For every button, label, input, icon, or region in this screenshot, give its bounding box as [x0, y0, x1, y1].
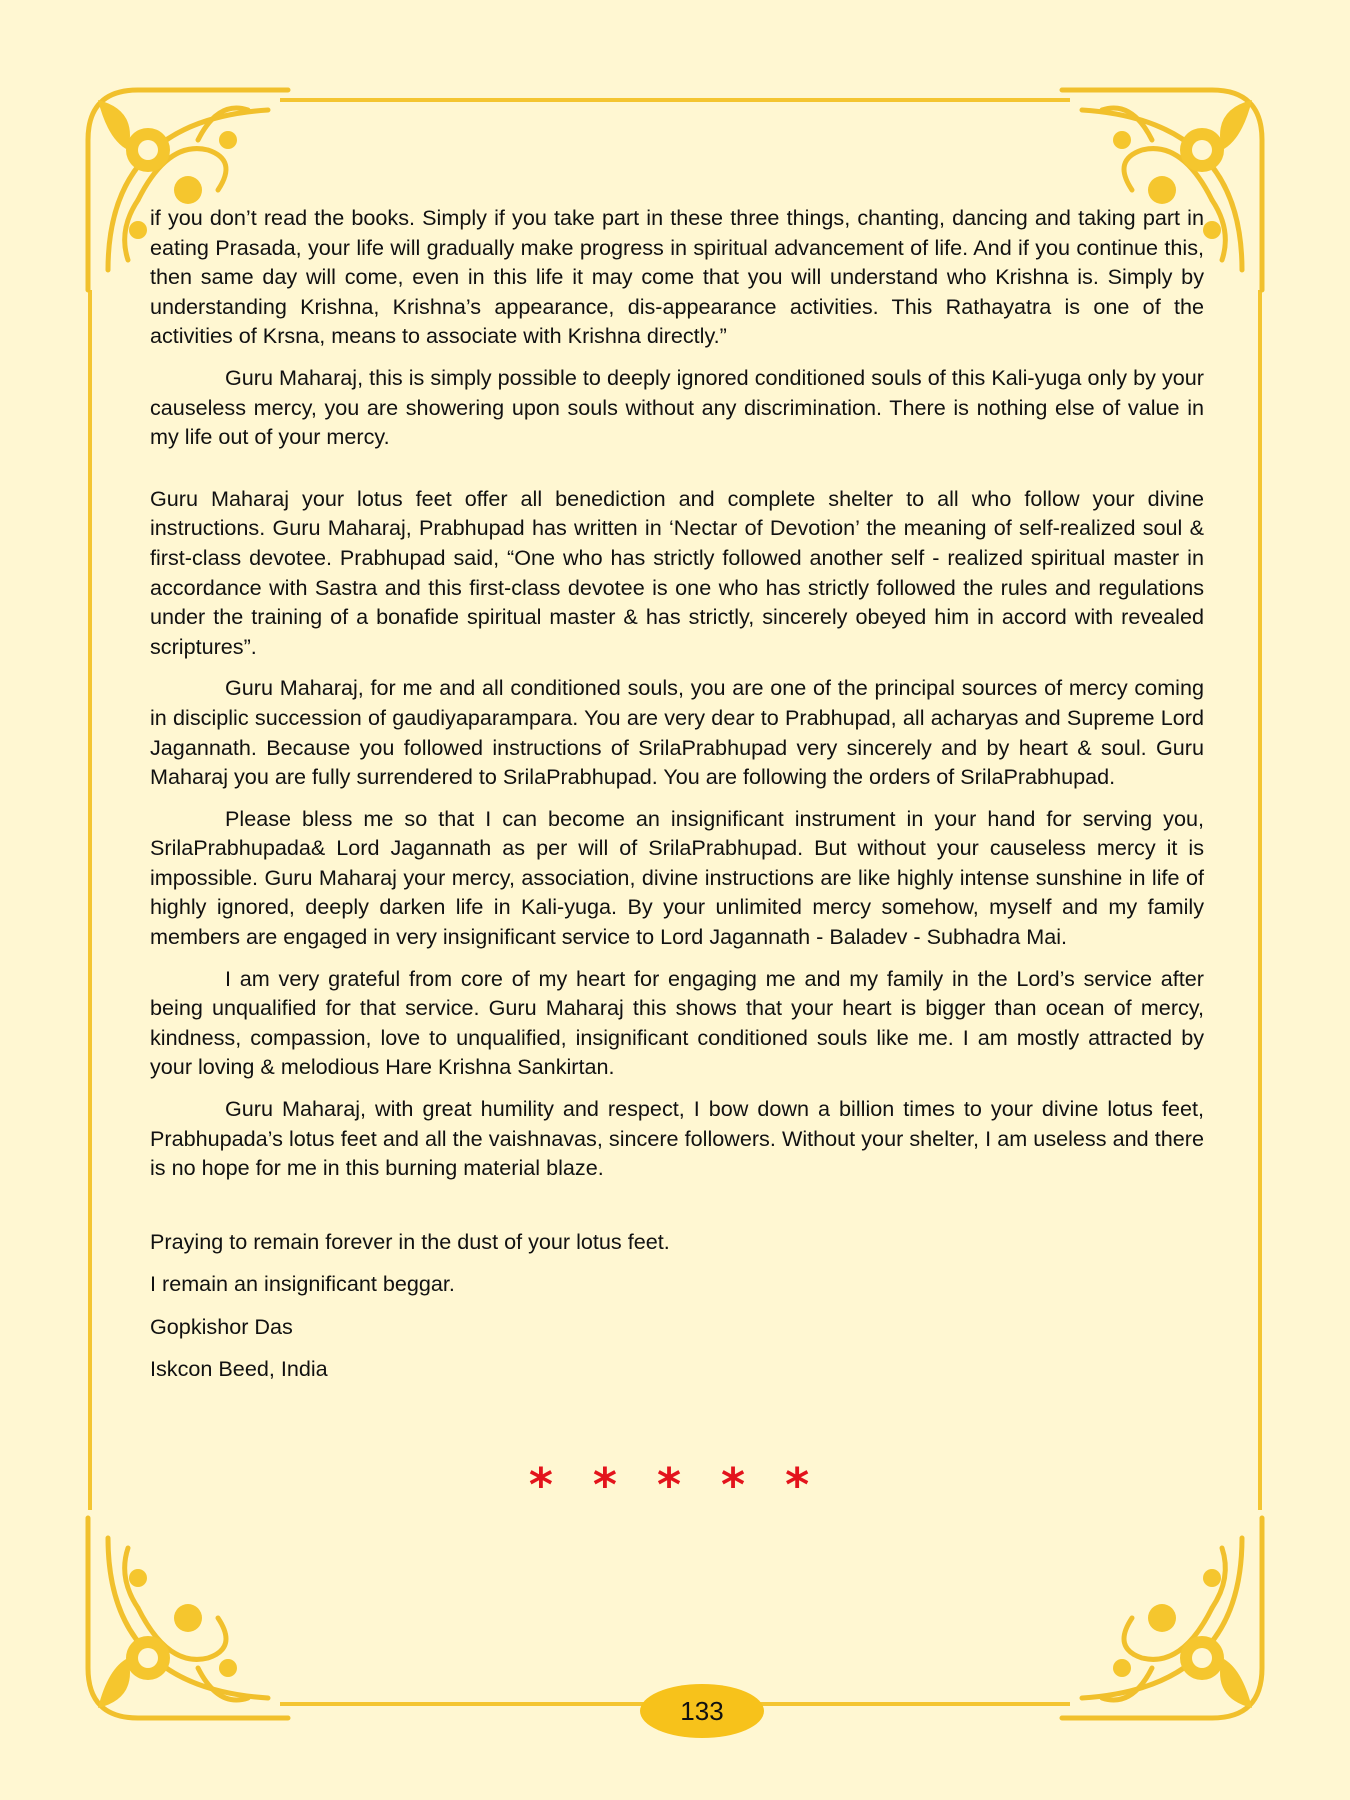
closing-line: I remain an insignificant beggar.: [150, 1271, 455, 1297]
page-number: 133: [640, 1684, 764, 1738]
closing-line: Praying to remain forever in the dust of your lotus feet.: [150, 1228, 670, 1254]
frame-right-border: [1258, 290, 1262, 1510]
corner-ornament-icon: [1052, 1508, 1272, 1728]
paragraph: Guru Maharaj, for me and all conditioned souls, you are one of the principal sources of mercy coming in disciplic succession of gaudiyaparampara. You are very dear to Prabhupad, all acharyas and Supreme Lord Jagannath. Because you followed instructions of SrilaPrabhupad very sincerely and by heart & soul. Guru Maharaj you are fully surrendered to SrilaPrabhupad. You are following the orders of SrilaPrabhupad.: [150, 675, 1204, 790]
paragraph: Guru Maharaj, with great humility and respect, I bow down a billion times to your divine lotus feet, Prabhupada’s lotus feet and all the vaishnavas, sincere followers. Without your shelter, I am useless and there is no hope for me in this burning material blaze.: [150, 1096, 1204, 1181]
corner-ornament-icon: [78, 1508, 298, 1728]
paragraph: Guru Maharaj your lotus feet offer all benediction and complete shelter to all who follow your divine instructions. Guru Maharaj, Prabhupad has written in ‘Nectar of Devotion’ the meaning of self-realized soul & first-class devotee. Prabhupad said, “One who has strictly followed another self - realized spiritual master in accordance with Sastra and this first-class devotee is one who has strictly followed the rules and regulations under the training of a bonafide spiritual master & has strictly, sincerely obeyed him in accord with revealed scriptures”.: [150, 485, 1204, 659]
signature-location: Iskcon Beed, India: [150, 1355, 328, 1381]
paragraph: Please bless me so that I can become an insignificant instrument in your hand for serving you, SrilaPrabhupada& Lord Jagannath as per will of SrilaPrabhupad. But without your causeless mercy it is impossible. Guru Maharaj your mercy, association, divine instructions are like highly intense sunshine in life of highly ignored, deeply darken life in Kali-yuga. By your unlimited mercy somehow, myself and my family members are engaged in very insignificant service to Lord Jagannath - Baladev - Subhadra Mai.: [150, 805, 1204, 950]
frame-top-border: [280, 98, 1070, 102]
letter-body: [150, 203, 1204, 1396]
signature-name: Gopkishor Das: [150, 1313, 293, 1339]
paragraph: Guru Maharaj, this is simply possible to deeply ignored conditioned souls of this Kali-yuga only by your causeless mercy, you are showering upon souls without any discrimination. There is nothing else of value in my life out of your mercy.: [150, 364, 1204, 450]
paragraph: I am very grateful from core of my heart for engaging me and my family in the Lord’s service after being unqualified for that service. Guru Maharaj this shows that your heart is bigger than ocean of mercy, kindness, compassion, love to unqualified, insignificant conditioned souls like me. I am mostly attracted by your loving & melodious Hare Krishna Sankirtan.: [150, 965, 1204, 1080]
frame-left-border: [88, 290, 92, 1510]
paragraph: if you don’t read the books. Simply if you take part in these three things, chanting, dancing and taking part in eating Prasada, your life will gradually make progress in spiritual advancement of life. And if you continue this, then same day will come, even in this life it may come that you will understand who Krishna is. Simply by understanding Krishna, Krishna’s appearance, dis-appearance activities. This Rathayatra is one of the activities of Krsna, means to associate with Krishna directly.”: [150, 205, 1204, 349]
section-separator: * * * * *: [528, 1458, 822, 1512]
